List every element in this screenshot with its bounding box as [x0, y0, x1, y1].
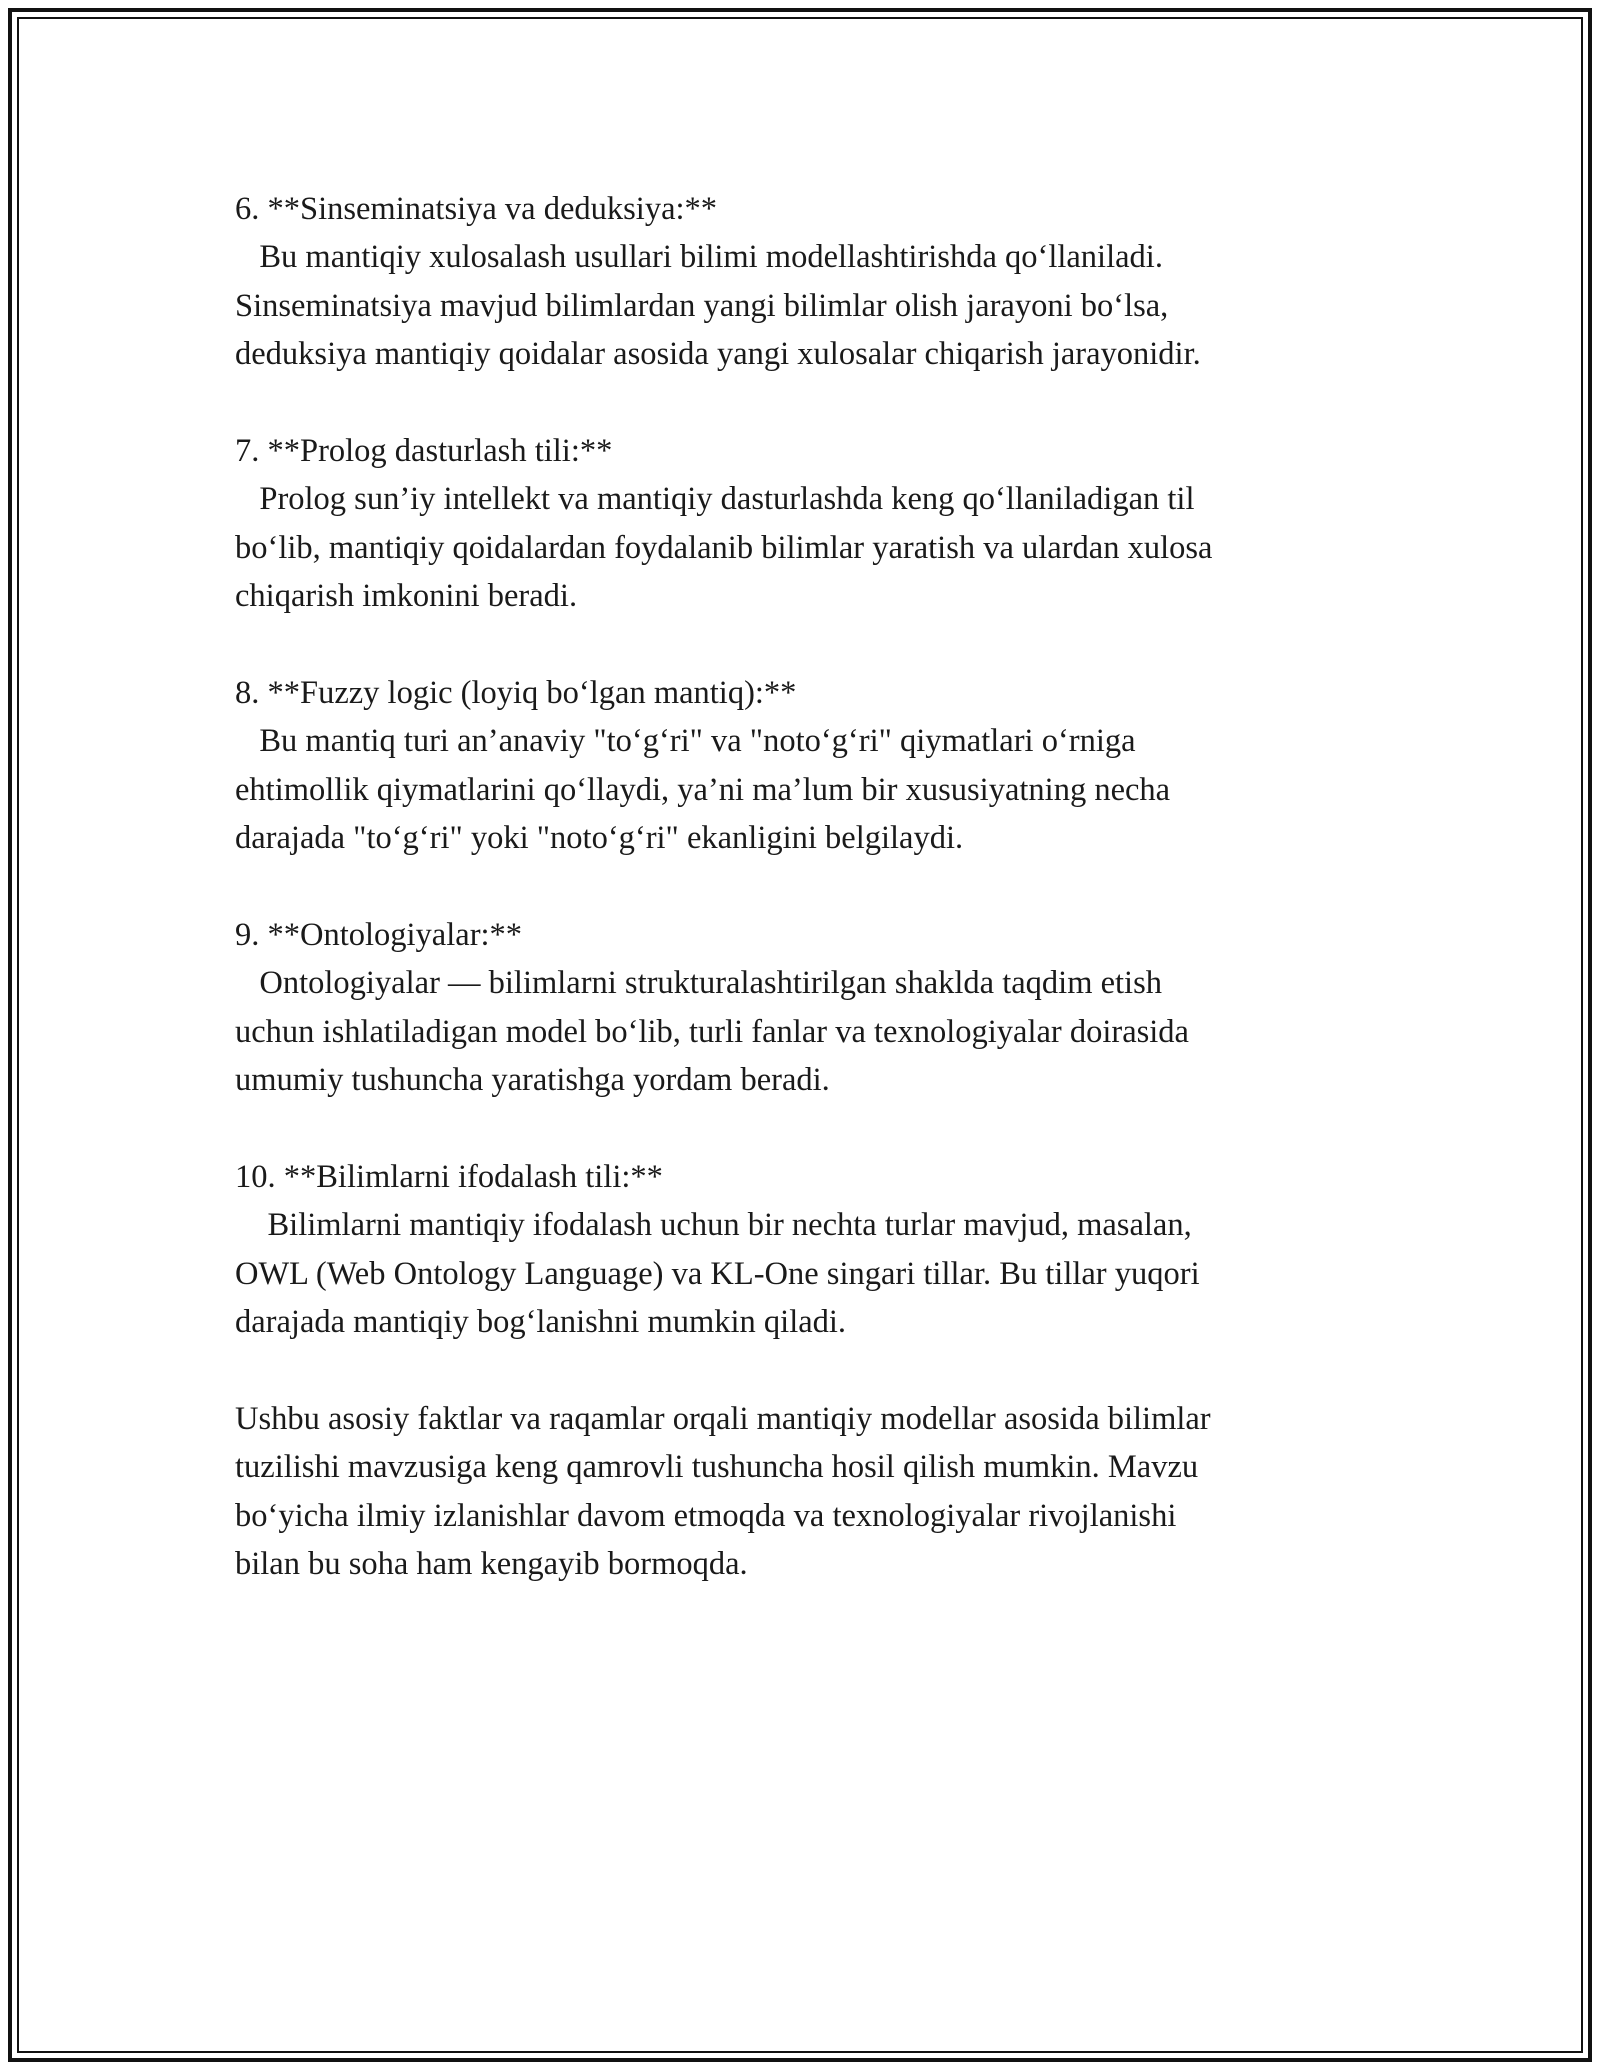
conclusion-line: bo‘yicha ilmiy izlanishlar davom etmoqda va texnologiyalar rivojlanishi	[235, 1497, 1177, 1534]
section-line: deduksiya mantiqiy qoidalar asosida yangi xulosalar chiqarish jarayonidir.	[235, 336, 1201, 373]
section-line: darajada "to‘g‘ri" yoki "noto‘g‘ri" ekanligini belgilaydi.	[235, 820, 964, 857]
section-line: ehtimollik qiymatlarini qo‘llaydi, ya’ni ma’lum bir xususiyatning necha	[235, 771, 1171, 808]
section-line: uchun ishlatiladigan model bo‘lib, turli fanlar va texnologiyalar doirasida	[235, 1013, 1189, 1050]
section-6	[235, 185, 1395, 379]
section-line: Sinseminatsiya mavjud bilimlardan yangi bilimlar olish jarayoni bo‘lsa,	[235, 287, 1169, 324]
section-8	[235, 669, 1395, 863]
section-heading: 9. **Ontologiyalar:**	[235, 917, 523, 954]
section-heading: 10. **Bilimlarni ifodalash tili:**	[235, 1159, 663, 1196]
section-heading: 7. **Prolog dasturlash tili:**	[235, 433, 613, 470]
section-7	[235, 427, 1395, 621]
conclusion-paragraph	[235, 1395, 1395, 1589]
section-line: Bu mantiq turi an’anaviy "to‘g‘ri" va "noto‘g‘ri" qiymatlari o‘rniga	[235, 723, 1136, 760]
section-line: umumiy tushuncha yaratishga yordam beradi.	[235, 1062, 830, 1099]
section-line: bo‘lib, mantiqiy qoidalardan foydalanib bilimlar yaratish va ulardan xulosa	[235, 529, 1213, 566]
conclusion-line: Ushbu asosiy faktlar va raqamlar orqali mantiqiy modellar asosida bilimlar	[235, 1401, 1211, 1438]
section-line: Bu mantiqiy xulosalash usullari bilimi modellashtirishda qo‘llaniladi.	[235, 239, 1163, 276]
document-body	[235, 185, 1395, 1589]
section-line: darajada mantiqiy bog‘lanishni mumkin qiladi.	[235, 1304, 847, 1341]
section-line: chiqarish imkonini beradi.	[235, 578, 578, 615]
conclusion-line: bilan bu soha ham kengayib bormoqda.	[235, 1546, 748, 1583]
conclusion-line: tuzilishi mavzusiga keng qamrovli tushuncha hosil qilish mumkin. Mavzu	[235, 1449, 1199, 1486]
section-10	[235, 1153, 1395, 1347]
section-heading: 8. **Fuzzy logic (loyiq bo‘lgan mantiq):**	[235, 675, 797, 712]
section-line: Prolog sun’iy intellekt va mantiqiy dasturlashda keng qo‘llaniladigan til	[235, 481, 1195, 518]
section-line: Ontologiyalar — bilimlarni strukturalashtirilgan shaklda taqdim etish	[235, 965, 1162, 1002]
section-line: Bilimlarni mantiqiy ifodalash uchun bir nechta turlar mavjud, masalan,	[235, 1207, 1192, 1244]
section-heading: 6. **Sinseminatsiya va deduksiya:**	[235, 191, 718, 227]
section-9	[235, 911, 1395, 1105]
section-line: OWL (Web Ontology Language) va KL-One singari tillar. Bu tillar yuqori	[235, 1255, 1200, 1292]
